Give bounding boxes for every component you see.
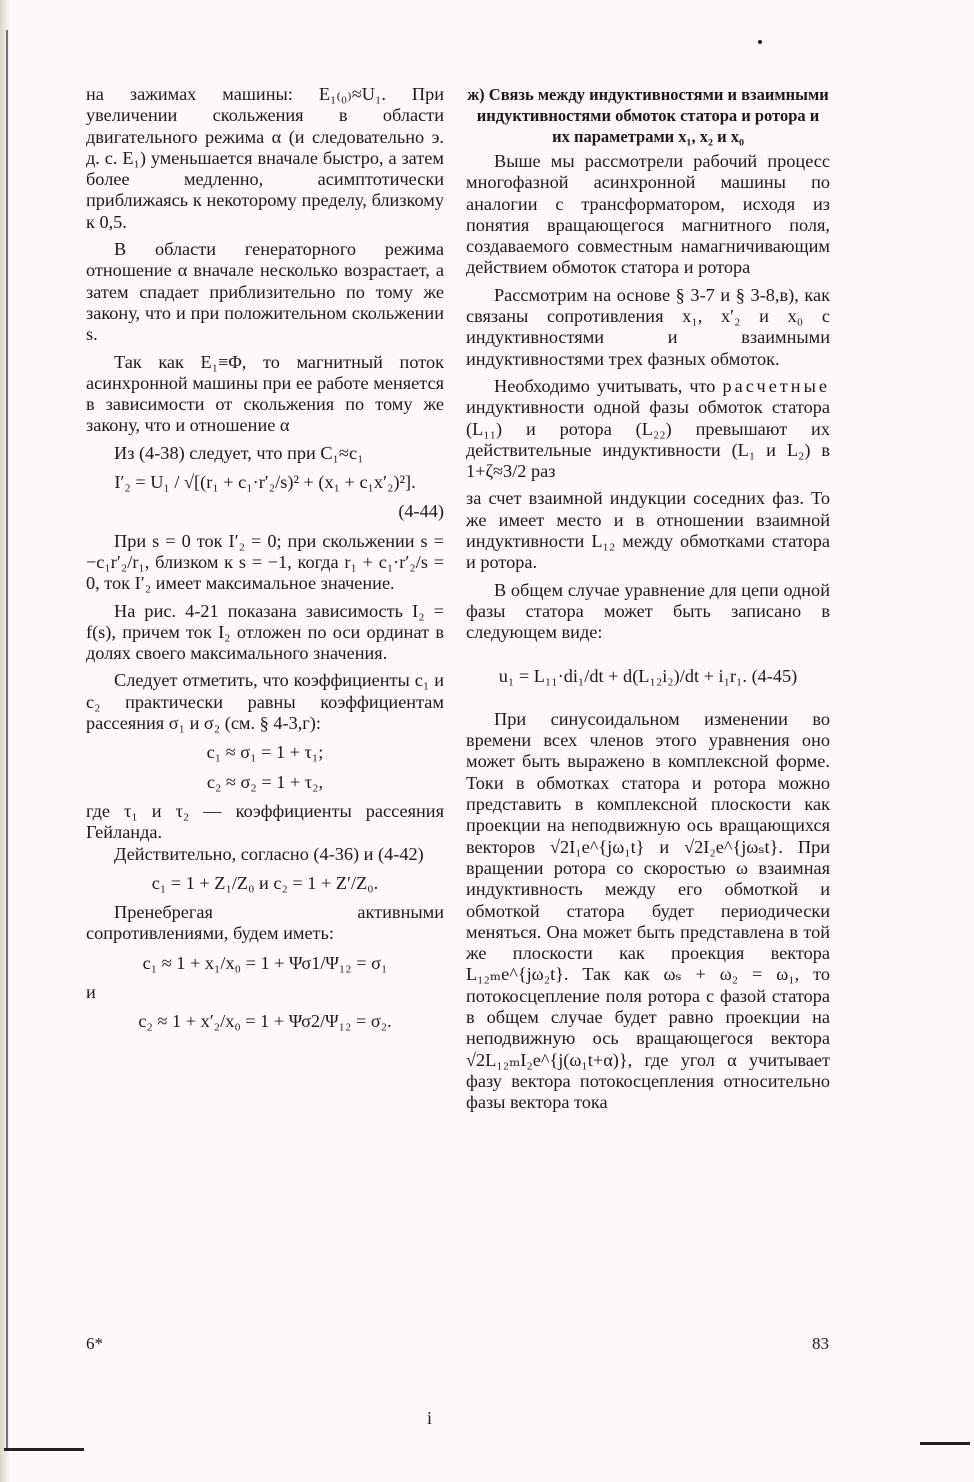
connector-word: и bbox=[86, 981, 96, 1002]
scan-speck bbox=[758, 40, 762, 44]
paragraph: На рис. 4-21 показана зависимость I₂ = f(s), причем ток I₂ отложен по оси ординат в долях своего максимального значения. bbox=[86, 600, 444, 664]
paragraph bbox=[466, 376, 830, 482]
left-column bbox=[86, 84, 444, 1041]
emphasized-text: расчетные bbox=[722, 375, 830, 396]
stray-mark: i bbox=[427, 1408, 433, 1428]
paragraph: на зажимах машины: E₁₍₀₎≈U₁. При увеличении скольжения в области двигательного режима α (и следовательно э. д. с. E₁) уменьшается вначале быстро, а затем более медленно, асимптотически приближаясь к некоторому пределу, близкому к 0,5. bbox=[86, 84, 444, 232]
equation-4-44: I′₂ = U₁ / √[(r₁ + c₁·r′₂/s)² + (x₁ + c₁x′₂)²]. bbox=[114, 472, 416, 493]
paragraph: Рассмотрим на основе § 3-7 и § 3-8,в), как связаны сопротивления x₁, x′₂ и x₀ с индуктивностями и взаимными индуктивностями трех фазных обмоток. bbox=[466, 284, 830, 369]
paragraph: Из (4-38) следует, что при C₁≈c₁ bbox=[114, 442, 364, 463]
paragraph: В области генераторного режима отношение α вначале несколько возрастает, а затем спадает приблизительно по тому же закону, что и при положительном скольжении s. bbox=[86, 239, 444, 345]
page-signature: 6* bbox=[86, 1334, 103, 1353]
paragraph: Действительно, согласно (4-36) и (4-42) bbox=[114, 843, 424, 864]
paragraph: При s = 0 ток I′₂ = 0; при скольжении s = −c₁r′₂/r₁, близком к s = −1, когда r₁ + c₁·r′₂/s = 0, ток I′₂ имеет максимальное значение. bbox=[86, 530, 444, 594]
page-number: 83 bbox=[812, 1334, 829, 1353]
paragraph: Пренебрегая активными сопротивлениями, будем иметь: bbox=[86, 902, 444, 944]
paragraph: Так как E₁≡Φ, то магнитный поток асинхронной машины при ее работе меняется в зависимости от скольжения по тому же закону, что и отношение α bbox=[86, 351, 444, 436]
equation-number: (4-44) bbox=[398, 501, 444, 522]
equation-c1: c₁ ≈ σ₁ = 1 + τ₁; bbox=[206, 742, 324, 763]
equation-body: u₁ = L₁₁·di₁/dt + d(L₁₂i₂)/dt + i₁r₁. bbox=[498, 665, 747, 686]
right-column bbox=[466, 84, 830, 1113]
section-heading: ж) Связь между индуктивностями и взаимными индуктивностями обмоток статора и ротора и их параметрами x₁, x₂ и x₀ bbox=[467, 85, 829, 146]
paragraph: В общем случае уравнение для цепи одной фазы статора может быть записано в следующем виде: bbox=[466, 579, 830, 643]
bottom-rule bbox=[920, 1442, 970, 1445]
bottom-rule bbox=[4, 1448, 84, 1451]
equation-c-z: c₁ = 1 + Z₁/Z₀ и c₂ = 1 + Z′/Z₀. bbox=[151, 872, 379, 893]
text-run: индуктивности одной фазы обмоток статора (L₁₁) и ротора (L₂₂) превышают их действительные индуктивности (L₁ и L₂) в 1+ζ≈3/2 раз bbox=[466, 397, 830, 482]
equation-c1-x: c₁ ≈ 1 + x₁/x₀ = 1 + Ψσ1/Ψ₁₂ = σ₁ bbox=[142, 952, 388, 973]
scan-edge-shadow bbox=[0, 0, 10, 1482]
paragraph: Следует отметить, что коэффициенты c₁ и c₂ практически равны коэффициентам рассеяния σ₁ и σ₂ (см. § 4-3,г): bbox=[86, 670, 444, 734]
paragraph: где τ₁ и τ₂ — коэффициенты рассеяния Гейланда. bbox=[86, 800, 444, 843]
equation-4-45 bbox=[466, 666, 830, 687]
equation-number: (4-45) bbox=[751, 665, 798, 686]
paragraph: Выше мы рассмотрели рабочий процесс многофазной асинхронной машины по аналогии с трансформатором, исходя из понятия вращающегося магнитного поля, создаваемого совместным намагничивающим действием обмоток статора и ротора bbox=[466, 151, 830, 278]
text-run: Необходимо учитывать, что bbox=[494, 375, 716, 396]
paragraph: При синусоидальном изменении во времени всех членов этого уравнения оно может быть выражено в комплексной форме. Токи в обмотках статора и ротора можно представить в комплексной плоскости как проекции на неподвижную ось вращающихся векторов √2I₁e^{jω₁t} и √2I₂e^{jωₛt}. При вращении ротора со скоростью ω взаимная индуктивность между его обмоткой и обмоткой статора будет периодически меняться. Она может быть представлена в той же плоскости как проекция вектора L₁₂ₘe^{jω₂t}. Так как ωₛ + ω₂ = ω₁, то потокосцепление поля ротора с фазой статора в общем случае будет равно проекции на неподвижную ось вращающегося вектора √2L₁₂ₘI₂e^{j(ω₁t+α)}, где угол α учитывает фазу вектора потокосцепления относительно фазы вектора тока bbox=[466, 708, 830, 1113]
scan-edge-line bbox=[6, 30, 8, 1450]
equation-c2-x: c₂ ≈ 1 + x′₂/x₀ = 1 + Ψσ2/Ψ₁₂ = σ₂. bbox=[138, 1011, 392, 1032]
paragraph: за счет взаимной индукции соседних фаз. То же имеет место и в отношении взаимной индуктивности L₁₂ между обмотками статора и ротора. bbox=[466, 488, 830, 573]
equation-c2: c₂ ≈ σ₂ = 1 + τ₂, bbox=[206, 771, 324, 792]
